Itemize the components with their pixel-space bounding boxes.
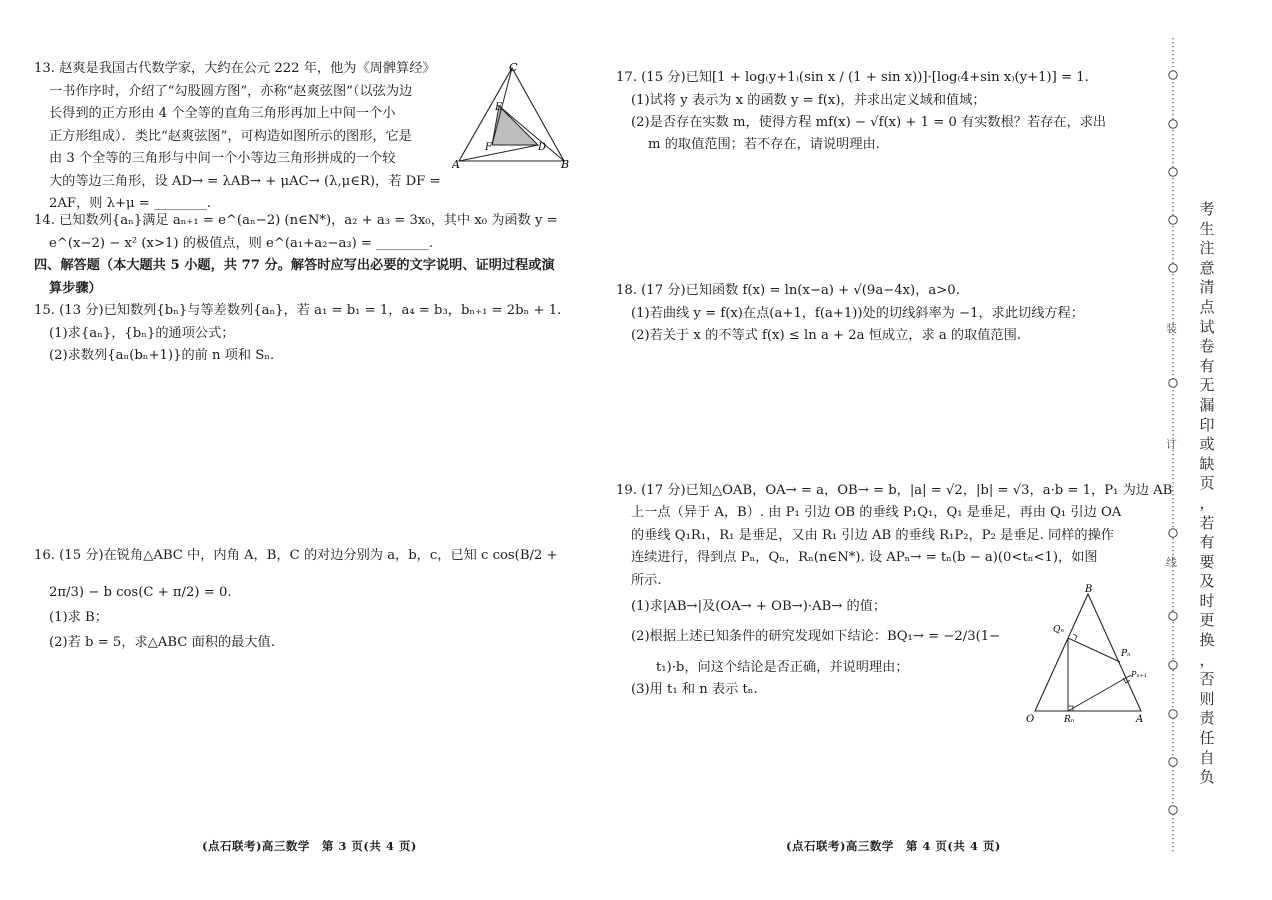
- notice-char: 缺: [1199, 454, 1215, 473]
- question-15: [34, 300, 561, 368]
- notice-char: 试: [1199, 317, 1215, 336]
- segment-ad: [459, 145, 538, 161]
- section-4-line: 四、解答题（本大题共 5 小题，共 77 分。解答时应写出必要的文字说明、证明过程或演: [34, 258, 555, 273]
- q19-line: (3)用 t₁ 和 n 表示 tₙ.: [631, 682, 758, 698]
- label-qn: Qₙ: [1053, 625, 1065, 635]
- left-page: [0, 0, 590, 900]
- notice-char: 注: [1199, 239, 1215, 258]
- binding-notice: [1196, 200, 1218, 788]
- binding-hole: [1169, 806, 1177, 814]
- q19-figure: [1020, 582, 1160, 724]
- q13-line: 一书作序时，介绍了“勾股圆方图”，亦称“赵爽弦图”（以弦为边: [49, 83, 413, 99]
- page-3-footer: (点石联考)高三数学 第 3 页(共 4 页): [202, 839, 417, 853]
- notice-char: 有: [1199, 533, 1215, 552]
- binding-mark-zhuang: 装: [1166, 322, 1177, 335]
- q17-line: (1)试将 y 表示为 x 的函数 y = f(x)，并求出定义域和值域；: [631, 93, 986, 108]
- right-angle-qn: [1073, 634, 1077, 640]
- notice-char: 卷: [1199, 337, 1215, 356]
- q18-line: (2)若关于 x 的不等式 f(x) ≤ ln a + 2a 恒成立，求 a 的取值范围.: [631, 328, 1022, 343]
- q17-line: (2)是否存在实数 m，使得方程 mf(x) − √f(x) + 1 = 0 有实数根？若存在，求出: [631, 115, 1107, 130]
- binding-hole: [1169, 216, 1177, 224]
- q15-line: (1)求{aₙ}，{bₙ}的通项公式；: [49, 325, 235, 341]
- label-f: F: [485, 142, 492, 153]
- notice-char: 则: [1199, 689, 1215, 708]
- question-17: [616, 65, 1106, 156]
- q16-line: (1)求 B；: [49, 610, 108, 625]
- q19-line: 所示.: [631, 572, 662, 588]
- q13-line: 正方形组成）．类比“赵爽弦图”，可构造如图所示的图形，它是: [49, 128, 412, 144]
- label-e: E: [495, 102, 503, 113]
- label-rn: Rₙ: [1064, 715, 1075, 724]
- q19-line: (2)根据上述已知条件的研究发现如下结论：BQ₁→ = −2/3(1−: [631, 629, 1001, 645]
- binding-hole: [1169, 264, 1177, 272]
- notice-char: 有: [1199, 356, 1215, 375]
- notice-char: 任: [1199, 729, 1215, 748]
- binding-mark-ding: 订: [1166, 438, 1177, 451]
- label-b: B: [1085, 584, 1093, 595]
- q13-line: 大的等边三角形，设 AD→ = λAB→ + μAC→ (λ,μ∈R)，若 DF =: [49, 173, 441, 189]
- notice-char: 否: [1199, 670, 1215, 689]
- notice-char: 无: [1199, 376, 1215, 395]
- q16-line: 2π/3) − b cos(C + π/2) = 0.: [49, 585, 232, 600]
- q13-line: 13. 赵爽是我国古代数学家，大约在公元 222 年，他为《周髀算经》: [34, 61, 436, 76]
- notice-char: 意: [1199, 258, 1215, 277]
- section-4-line: 算步骤）: [49, 280, 102, 296]
- q16-line: 16. (15 分)在锐角△ABC 中，内角 A，B，C 的对边分别为 a，b，c，已知 c cos(B/2 +: [34, 548, 558, 563]
- q13-figure: [452, 60, 574, 172]
- q16-line: (2)若 b = 5，求△ABC 面积的最大值.: [49, 635, 275, 650]
- q18-line: (1)若曲线 y = f(x)在点(a+1，f(a+1))处的切线斜率为 −1，求此切线方程；: [631, 305, 1084, 321]
- notice-char: 更: [1199, 611, 1215, 630]
- q19-line: (1)求|AB→|及(OA→ + OB→)·AB→ 的值；: [631, 599, 887, 615]
- q17-line: m 的取值范围；若不存在，请说明理由.: [648, 137, 880, 152]
- question-16: [34, 543, 558, 655]
- notice-char: 自: [1199, 748, 1215, 767]
- notice-char: ，: [1199, 493, 1215, 512]
- label-c: C: [509, 61, 518, 74]
- question-13: [34, 58, 454, 216]
- notice-char: 点: [1199, 297, 1215, 316]
- segment-qn-pn: [1068, 638, 1120, 662]
- label-b: B: [561, 158, 570, 171]
- label-pn: Pₙ: [1121, 649, 1131, 659]
- notice-char: 或: [1199, 435, 1215, 454]
- notice-char: 生: [1199, 219, 1215, 238]
- q15-line: (2)求数列{aₙ(bₙ+1)}的前 n 项和 Sₙ.: [49, 348, 275, 363]
- notice-char: 印: [1199, 415, 1215, 434]
- binding-hole: [1169, 612, 1177, 620]
- q14-line: e^(x−2) − x² (x>1) 的极值点，则 e^(a₁+a₂−a₃) = ________.: [49, 235, 434, 251]
- q19-line: t₁)·b，问这个结论是否正确，并说明理由；: [656, 659, 909, 675]
- q19-line: 的垂线 Q₁R₁，R₁ 是垂足，又由 R₁ 引边 AB 的垂线 R₁P₂，P₂ 是垂足. 同样的操作: [631, 527, 1114, 543]
- binding-hole: [1169, 71, 1177, 79]
- q19-line: 连续进行，得到点 Pₙ，Qₙ，Rₙ(n∈N*). 设 APₙ→ = tₙ(b − a)(0<tₙ<1)，如图: [631, 550, 1098, 566]
- q13-line: 2AF，则 λ+μ = ________.: [49, 196, 211, 211]
- page-4-footer: (点石联考)高三数学 第 4 页(共 4 页): [786, 839, 1001, 853]
- q13-line: 长得到的正方形由 4 个全等的直角三角形再加上中间一个小: [49, 106, 396, 121]
- notice-char: 时: [1199, 591, 1215, 610]
- notice-char: 清: [1199, 278, 1215, 297]
- label-d: D: [538, 142, 547, 153]
- notice-char: 若: [1199, 513, 1215, 532]
- notice-char: 及: [1199, 572, 1215, 591]
- q18-line: 18. (17 分)已知函数 f(x) = ln(x−a) + √(9a−4x)，a>0.: [616, 283, 960, 298]
- section-4-heading: [34, 255, 555, 300]
- binding-hole: [1169, 661, 1177, 669]
- q14-line: 14. 已知数列{aₙ}满足 aₙ₊₁ = e^(aₙ−2) (n∈N*)，a₂ + a₃ = 3x₀，其中 x₀ 为函数 y =: [34, 213, 558, 228]
- question-18: [616, 280, 1084, 348]
- label-a: A: [1136, 714, 1144, 724]
- label-pn1: Pₙ₊₁: [1131, 670, 1148, 679]
- q13-line: 由 3 个全等的三角形与中间一个小等边三角形拼成的一个较: [49, 151, 396, 166]
- binding-hole: [1169, 529, 1177, 537]
- binding-hole: [1169, 120, 1177, 128]
- notice-char: 页: [1199, 474, 1215, 493]
- label-o: O: [1026, 714, 1035, 724]
- notice-char: ，: [1199, 650, 1215, 669]
- segment-rn-pn1: [1068, 675, 1131, 711]
- q19-line: 上一点（异于 A，B）. 由 P₁ 引边 OB 的垂线 P₁Q₁，Q₁ 是垂足，再由 Q₁ 引边 OA: [631, 505, 1122, 521]
- notice-char: 要: [1199, 552, 1215, 571]
- notice-char: 漏: [1199, 395, 1215, 414]
- q19-line: 19. (17 分)已知△OAB，OA→ = a，OB→ = b，|a| = √2，|b| = √3，a·b = 1，P₁ 为边 AB: [616, 483, 1173, 498]
- binding-hole: [1169, 710, 1177, 718]
- label-a: A: [452, 158, 460, 171]
- q17-line: 17. (15 分)已知[1 + log₍y+1₎(sin x / (1 + sin x))]·[log₍4+sin x₎(y+1)] = 1.: [616, 70, 1089, 85]
- binding-hole: [1169, 379, 1177, 387]
- q15-line: 15. (13 分)已知数列{bₙ}与等差数列{aₙ}，若 a₁ = b₁ = 1，a₄ = b₃，bₙ₊₁ = 2bₙ + 1.: [34, 303, 562, 318]
- binding-hole: [1169, 168, 1177, 176]
- notice-char: 考: [1199, 200, 1215, 218]
- notice-char: 责: [1199, 709, 1215, 728]
- notice-char: 换: [1199, 631, 1215, 650]
- question-14: [34, 210, 558, 255]
- binding-hole: [1169, 758, 1177, 766]
- binding-mark-xian: 线: [1166, 556, 1177, 569]
- notice-char: 负: [1199, 768, 1215, 787]
- right-page: [600, 0, 1173, 900]
